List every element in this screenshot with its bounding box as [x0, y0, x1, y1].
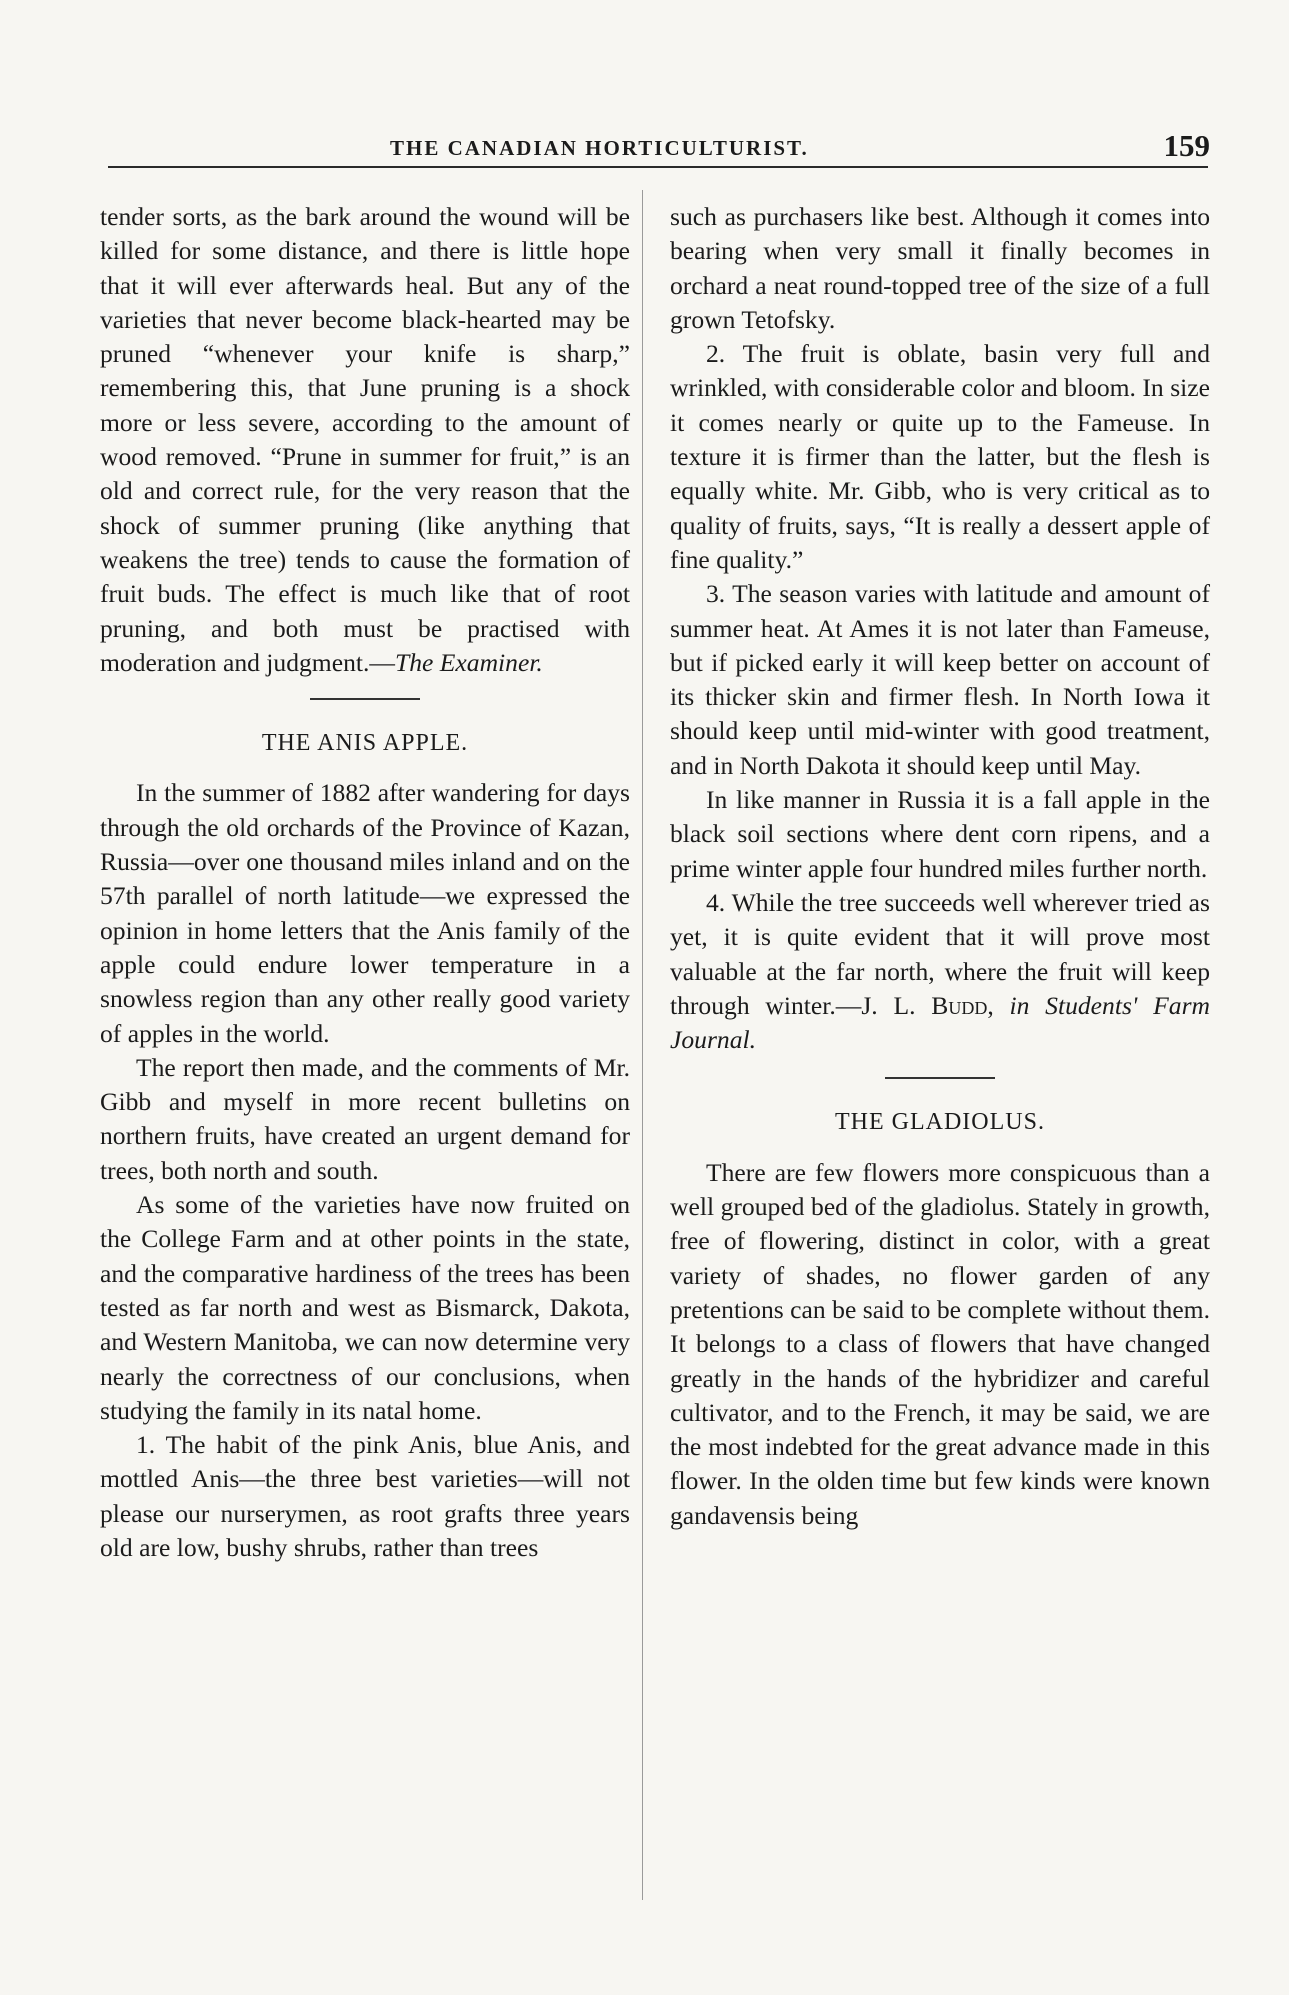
left-column: [100, 200, 630, 1565]
column-divider: [642, 190, 643, 1900]
section-divider: [310, 698, 420, 700]
anis-paragraph-season: 3. The season varies with latitude and amount of summer heat. At Ames it is not later than Fameuse, but if picked early it will keep better on account of its thicker skin and firmer flesh. In North Iowa it should keep until mid-winter with good treatment, and in North Dakota it should keep until May.: [670, 579, 1210, 780]
page-header: [100, 128, 1210, 168]
anis-apple-title: THE ANIS APPLE.: [261, 730, 469, 757]
anis-paragraph-2: The report then made, and the comments of Mr. Gibb and myself in more recent bulletins on northern fruits, have created an urgent demand for trees, both north and south.: [100, 1052, 630, 1185]
examiner-source: The Examiner.: [394, 647, 543, 677]
anis-continued-paragraph: such as purchasers like best. Although it comes into bearing when very small it finally becomes in orchard a neat round-topped tree of the size of a full grown Tetofsky.: [670, 202, 1210, 334]
running-head: THE CANADIAN HORTICULTURIST.: [390, 136, 809, 160]
anis-paragraph-4: 1. The habit of the pink Anis, blue Anis, and mottled Anis—the three best varieties—will not please our nurserymen, as root grafts three years old are low, bushy shrubs, rather than trees: [100, 1430, 630, 1562]
section-divider: [885, 1077, 995, 1079]
author-name: Budd: [931, 990, 988, 1020]
anis-paragraph-3: As some of the varieties have now fruited on the College Farm and at other points in the state, and the comparative hardiness of the trees has been tested as far north and west as Bismarck, Dakota, and Western Manitoba, we can now determine very nearly the correctness of our conclusions, when studying the family in its natal home.: [100, 1190, 630, 1425]
article-source: in Students' Farm Journal.: [670, 990, 1211, 1055]
anis-tree-text: 4. While the tree succeeds well wherever tried as yet, it is quite evident that it will prove most valuable at the far north, where the fruit will keep through winter.—J. L.: [670, 887, 1210, 1020]
anis-paragraph-1: In the summer of 1882 after wandering for days through the old orchards of the Province of Kazan, Russia—over one thousand miles inland and on the 57th parallel of north latitude—we expressed the opinion in home letters that the Anis family of the apple could endure lower temperature in a snowless region than any other really good variety of apples in the world.: [100, 778, 630, 1048]
gladiolus-title: THE GLADIOLUS.: [835, 1109, 1045, 1136]
right-column: [670, 200, 1210, 1533]
anis-paragraph-tree: 4. While the tree succeeds well wherever tried as yet, it is quite evident that it will prove most valuable at the far north, where the fruit will keep through winter.—J. L. Budd, in Students' Farm Journal.: [670, 887, 1211, 1055]
gladiolus-paragraph-1: There are few flowers more conspicuous than a well grouped bed of the gladiolus. Stately in growth, free of flowering, distinct in color, with a great variety of shades, no flower garden of any pretentions can be said to be complete without them. It belongs to a class of flowers that have changed greatly in the hands of the hybridizer and careful cultivator, and to the French, it may be said, we are the most indebted for the great advance made in this flower. In the olden time but few kinds were known gandavensis being: [670, 1157, 1210, 1530]
examiner-text: tender sorts, as the bark around the wound will be killed for some distance, and there is little hope that it will ever afterwards heal. But any of the varieties that never become black-hearted may be pruned “whenever your knife is sharp,” remembering this, that June pruning is a shock more or less severe, according to the amount of wood removed. “Prune in summer for fruit,” is an old and correct rule, for the very reason that the shock of summer pruning (like anything that weakens the tree) tends to cause the formation of fruit buds. The effect is much like that of root pruning, and both must be practised with moderation and judgment.—: [100, 202, 630, 677]
header-rule: [108, 166, 1208, 168]
page-number: 159: [1163, 128, 1210, 163]
anis-paragraph-fruit: 2. The fruit is oblate, basin very full and wrinkled, with considerable color and bloom. In size it comes nearly or quite up to the Fameuse. In texture it is firmer than the latter, but the flesh is equally white. Mr. Gibb, who is very critical as to quality of fruits, says, “It is really a dessert apple of fine quality.”: [670, 339, 1210, 574]
examiner-paragraph: [100, 200, 630, 680]
anis-paragraph-russia: In like manner in Russia it is a fall apple in the black soil sections where dent corn ripens, and a prime winter apple four hundred miles further north.: [670, 785, 1210, 883]
